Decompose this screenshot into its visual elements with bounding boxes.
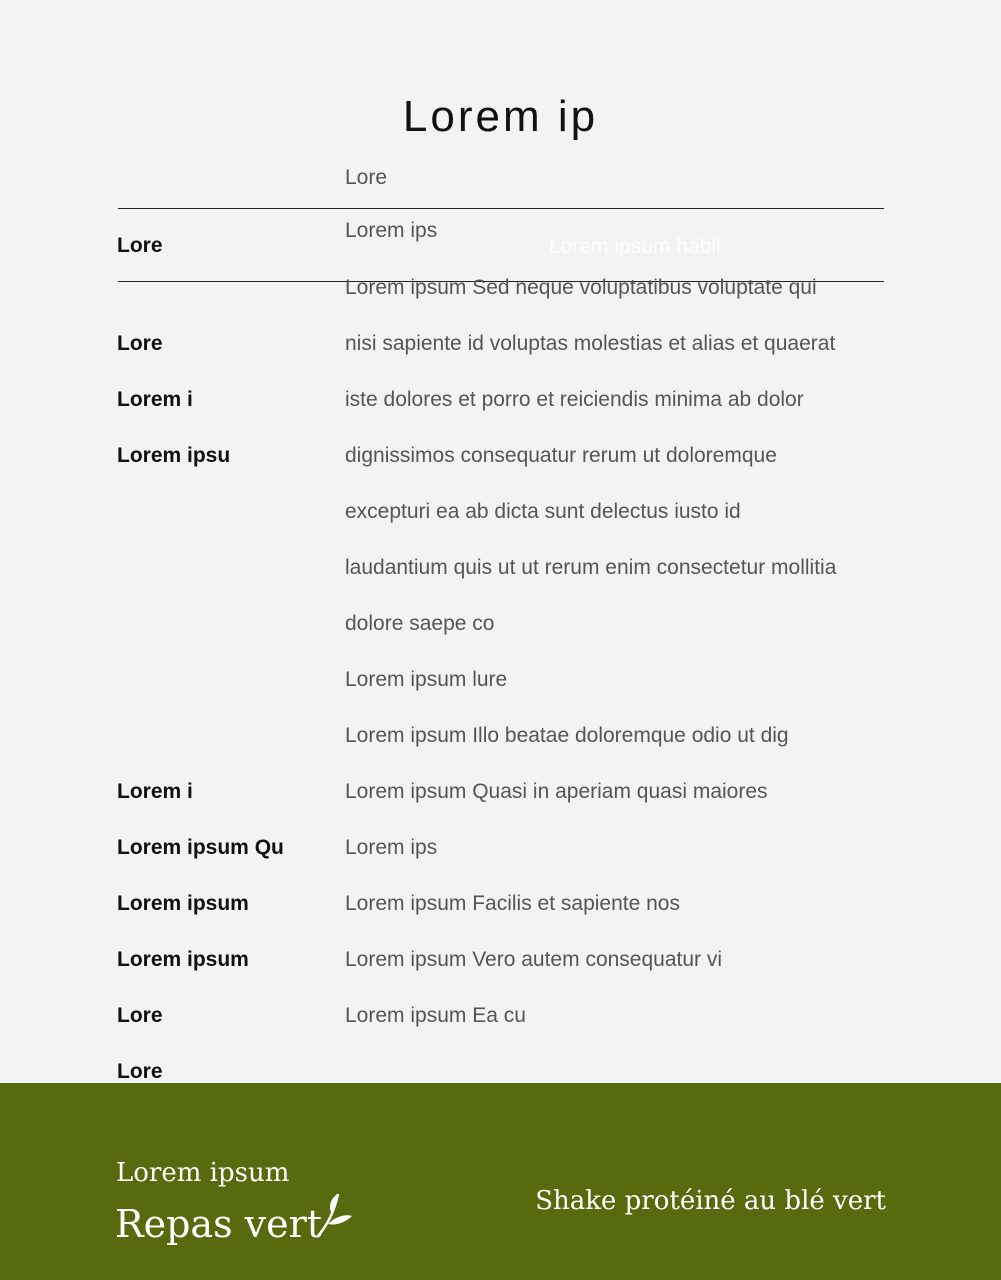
clipped-text: Lore bbox=[345, 166, 388, 186]
row-value: dignissimos consequatur rerum ut doloremque bbox=[345, 444, 777, 467]
header-label: Lore bbox=[117, 234, 163, 257]
product-tagline: Shake protéiné au blé vert bbox=[535, 1186, 886, 1216]
row-label: Lore bbox=[117, 332, 163, 355]
page-title: Lorem ip bbox=[402, 92, 599, 141]
row-value: iste dolores et porro et reiciendis minima ab dolor bbox=[345, 388, 804, 411]
row-label: Lore bbox=[117, 1004, 163, 1027]
brand-name: Repas vert bbox=[115, 1202, 323, 1246]
row-value: dolore saepe co bbox=[345, 612, 495, 635]
row-value: Lorem ipsum Ea cu bbox=[345, 1004, 526, 1027]
row-label: Lorem i bbox=[117, 780, 193, 803]
row-label: Lorem ipsu bbox=[117, 444, 231, 467]
row-label: Lorem i bbox=[117, 388, 193, 411]
row-value: excepturi ea ab dicta sunt delectus iusto id bbox=[345, 500, 741, 523]
row-label: Lorem ipsum Qu bbox=[117, 836, 284, 859]
faint-overlay-text: Lorem ipsum habil bbox=[549, 235, 721, 258]
footer bbox=[0, 1083, 1001, 1280]
row-value: nisi sapiente id voluptas molestias et alias et quaerat bbox=[345, 332, 836, 355]
row-label: Lorem ipsum bbox=[117, 892, 249, 915]
row-value: Lorem ips bbox=[345, 836, 438, 859]
header-value: Lorem ips bbox=[345, 219, 438, 242]
row-value: Lorem ipsum Quasi in aperiam quasi maiores bbox=[345, 780, 768, 803]
brand-logo bbox=[115, 1190, 354, 1246]
row-value: Lorem ipsum Sed neque voluptatibus voluptate qui bbox=[345, 276, 817, 299]
table-header-row bbox=[0, 209, 1001, 281]
row-label: Lore bbox=[117, 1060, 163, 1083]
row-value: laudantium quis ut ut rerum enim consectetur mollitia bbox=[345, 556, 837, 579]
row-value: Lorem ipsum Facilis et sapiente nos bbox=[345, 892, 680, 915]
row-value: Lorem ipsum Illo beatae doloremque odio ut dig bbox=[345, 724, 789, 747]
leaf-icon bbox=[314, 1190, 354, 1240]
row-label: Lorem ipsum bbox=[117, 948, 249, 971]
brand-subtitle: Lorem ipsum bbox=[116, 1158, 290, 1188]
row-value: Lorem ipsum Vero autem consequatur vi bbox=[345, 948, 723, 971]
row-value: Lorem ipsum lure bbox=[345, 668, 508, 691]
